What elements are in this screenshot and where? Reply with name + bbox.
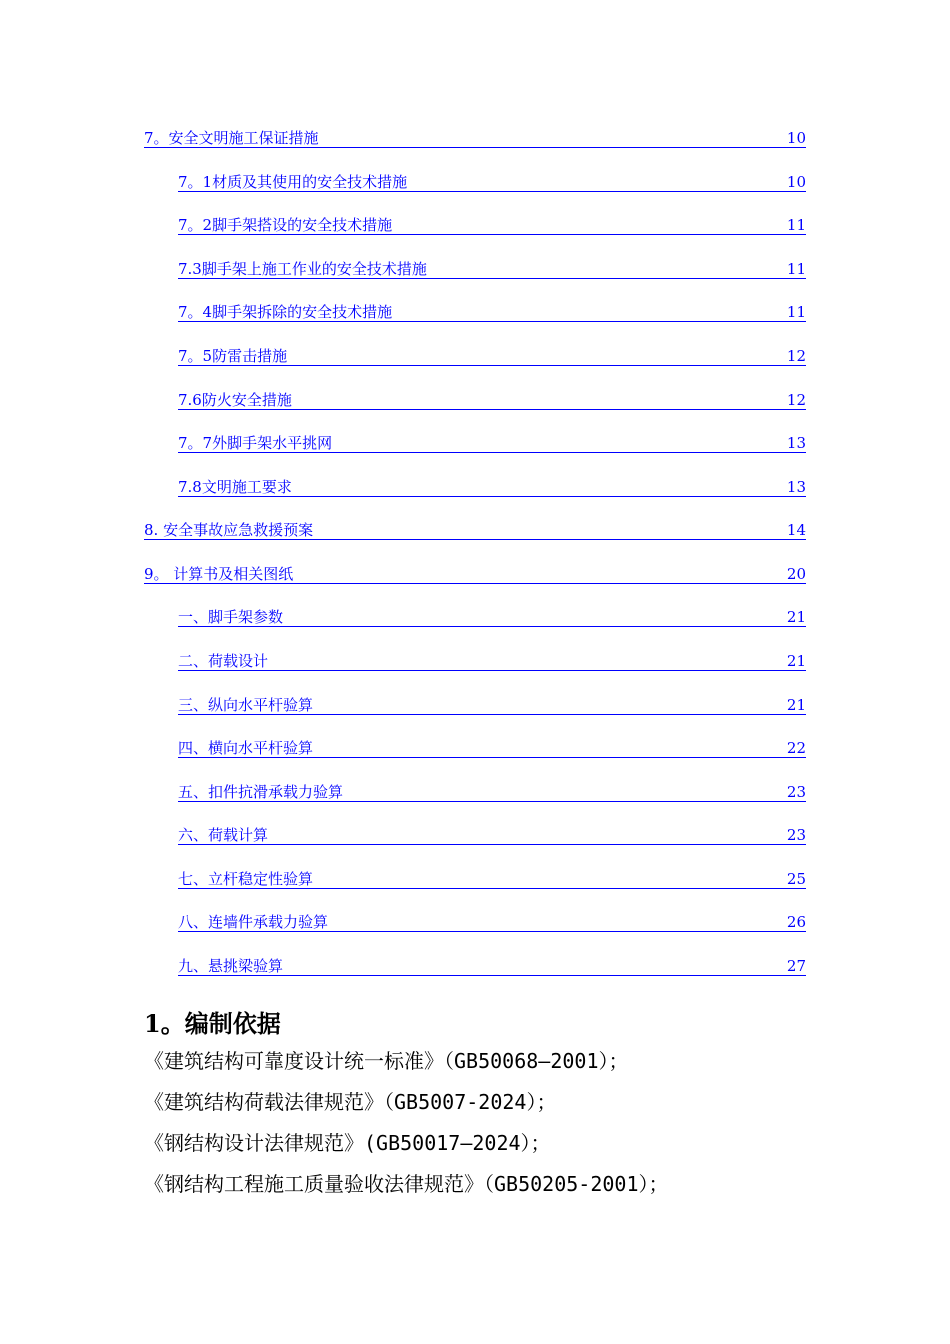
toc-entry-page: 25: [786, 870, 806, 888]
toc-entry-page: 10: [786, 173, 806, 191]
toc-entry-title: 7。2脚手架搭设的安全技术措施: [178, 216, 393, 234]
toc-entry-title: 7。4脚手架拆除的安全技术措施: [178, 303, 393, 321]
toc-leader-dots: [313, 711, 787, 715]
toc-entry-page: 11: [786, 303, 806, 321]
toc-entry-title: 二、荷载设计: [178, 652, 269, 670]
toc-entry-title: 7.3脚手架上施工作业的安全技术措施: [178, 260, 427, 278]
toc-entry-page: 13: [786, 478, 806, 496]
toc-entry-title: 一、脚手架参数: [178, 608, 284, 626]
toc-entry-title: 7。5防雷击措施: [178, 347, 288, 365]
toc-leader-dots: [287, 362, 787, 366]
toc-leader-dots: [313, 885, 787, 889]
toc-entry-title: 7。安全文明施工保证措施: [144, 129, 319, 147]
toc-leader-dots: [268, 841, 787, 845]
toc-leader-dots: [332, 449, 787, 453]
toc-entry-page: 21: [786, 608, 806, 626]
toc-entry[interactable]: [178, 300, 806, 322]
toc-leader-dots: [292, 493, 787, 497]
reference-standard: 《钢结构工程施工质量验收法律规范》（GB50205-2001）；: [144, 1172, 669, 1196]
toc-entry[interactable]: [178, 823, 806, 845]
toc-entry[interactable]: [178, 605, 806, 627]
toc-entry-page: 21: [786, 696, 806, 714]
toc-entry-title: 七、立杆稳定性验算: [178, 870, 314, 888]
toc-leader-dots: [392, 231, 787, 235]
toc-leader-dots: [427, 275, 787, 279]
toc-leader-dots: [407, 188, 787, 192]
toc-entry[interactable]: [178, 257, 806, 279]
toc-entry[interactable]: [178, 736, 806, 758]
toc-entry[interactable]: [144, 126, 806, 148]
toc-entry[interactable]: [178, 867, 806, 889]
toc-entry[interactable]: [178, 780, 806, 802]
toc-entry-title: 9。 计算书及相关图纸: [144, 565, 294, 583]
toc-entry-title: 三、纵向水平杆验算: [178, 696, 314, 714]
toc-entry[interactable]: [178, 388, 806, 410]
toc-leader-dots: [292, 406, 787, 410]
toc-entry-page: 12: [786, 391, 806, 409]
toc-entry-page: 27: [786, 957, 806, 975]
toc-entry[interactable]: [178, 344, 806, 366]
toc-entry-page: 26: [786, 913, 806, 931]
toc-leader-dots: [293, 580, 787, 584]
toc-entry-title: 7。7外脚手架水平挑网: [178, 434, 333, 452]
toc-entry[interactable]: [178, 910, 806, 932]
toc-leader-dots: [268, 667, 787, 671]
toc-entry[interactable]: [178, 213, 806, 235]
toc-leader-dots: [328, 928, 787, 932]
reference-standard: 《建筑结构可靠度设计统一标准》（GB50068—2001）；: [144, 1049, 629, 1073]
toc-entry-title: 八、连墙件承载力验算: [178, 913, 329, 931]
toc-entry-page: 23: [786, 783, 806, 801]
toc-entry-page: 13: [786, 434, 806, 452]
section-heading: 1。编制依据: [144, 1009, 281, 1038]
toc-leader-dots: [283, 623, 787, 627]
toc-entry[interactable]: [178, 649, 806, 671]
toc-entry[interactable]: [178, 954, 806, 976]
toc-entry[interactable]: [144, 518, 806, 540]
toc-entry-page: 12: [786, 347, 806, 365]
toc-entry-title: 7.8文明施工要求: [178, 478, 292, 496]
toc-entry-title: 九、悬挑梁验算: [178, 957, 284, 975]
toc-entry-title: 五、扣件抗滑承载力验算: [178, 783, 344, 801]
toc-leader-dots: [313, 754, 787, 758]
toc-entry-page: 23: [786, 826, 806, 844]
toc-entry[interactable]: [178, 475, 806, 497]
toc-entry-page: 11: [786, 260, 806, 278]
toc-entry-page: 14: [786, 521, 806, 539]
toc-entry-page: 20: [786, 565, 806, 583]
toc-entry-page: 11: [786, 216, 806, 234]
toc-leader-dots: [319, 144, 787, 148]
toc-entry[interactable]: [178, 170, 806, 192]
toc-leader-dots: [343, 798, 787, 802]
toc-entry[interactable]: [178, 431, 806, 453]
toc-entry-title: 8. 安全事故应急救援预案: [144, 521, 314, 539]
toc-entry-page: 21: [786, 652, 806, 670]
toc-entry-title: 四、横向水平杆验算: [178, 739, 314, 757]
toc-entry-title: 7。1材质及其使用的安全技术措施: [178, 173, 408, 191]
reference-standard: 《建筑结构荷载法律规范》（GB5007-2024）；: [144, 1090, 557, 1114]
toc-leader-dots: [392, 318, 787, 322]
toc-leader-dots: [283, 972, 787, 976]
reference-standard: 《钢结构设计法律规范》(GB50017—2024）；: [144, 1131, 551, 1155]
toc-entry-page: 10: [786, 129, 806, 147]
toc-leader-dots: [313, 536, 787, 540]
toc-entry-page: 22: [786, 739, 806, 757]
toc-entry[interactable]: [178, 693, 806, 715]
toc-entry[interactable]: [144, 562, 806, 584]
toc-entry-title: 7.6防火安全措施: [178, 391, 292, 409]
toc-entry-title: 六、荷载计算: [178, 826, 269, 844]
